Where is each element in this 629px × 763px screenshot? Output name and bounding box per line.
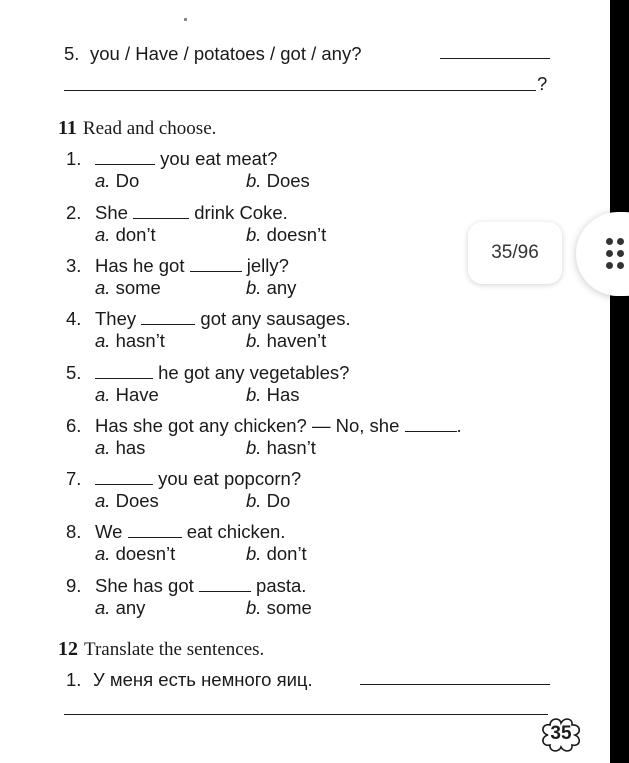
ex12-item1-answer-line-1 [360,684,550,685]
option-b [246,490,290,512]
ex11-item-question [95,308,351,330]
question-end: . [456,415,462,436]
option-b-text: hasn’t [266,437,316,458]
answer-blank [128,523,182,538]
ex11-item-number: 2. [66,202,82,223]
option-b-text: doesn’t [266,224,327,245]
ex11-item-number: 6. [66,415,82,436]
option-a [95,437,145,459]
option-b [246,224,326,246]
question-end: got any sausages. [200,308,351,329]
option-a [95,543,175,565]
option-b [246,437,316,459]
page-number: 35 [550,723,572,744]
option-a-letter: a. [95,597,111,618]
option-a-letter: a. [95,490,111,511]
question-start: They [95,308,137,329]
answer-blank [199,577,251,592]
answer-blank [95,150,155,165]
ex11-item-number: 3. [66,255,82,276]
ex12-item1-answer-line-2 [64,714,548,715]
option-a-text: some [115,277,161,298]
option-b-letter: b. [246,224,262,245]
ex12-number: 12 [58,638,78,660]
answer-blank [405,417,457,432]
ex12-item1-text: У меня есть немного яиц. [93,669,313,690]
ex11-title: Read and choose. [82,118,217,139]
answer-blank [141,310,195,325]
question-end: jelly? [246,255,289,276]
option-a-letter: a. [95,170,111,191]
ex11-item-number: 4. [66,308,82,329]
option-a [95,224,156,246]
ex10-item5-answer-line-2 [64,90,536,91]
question-end: pasta. [256,575,307,596]
option-b [246,330,326,352]
option-b-text: any [266,277,297,298]
ex10-item5-end-mark: ? [537,73,548,94]
ex12-title: Translate the sentences. [84,639,265,660]
ex11-item-question [95,202,288,224]
ex11-item-question [95,148,277,170]
option-a-letter: a. [95,437,111,458]
option-b [246,384,299,406]
option-b [246,170,310,192]
option-b-letter: b. [246,170,262,191]
question-start: We [95,521,123,542]
ex11-number: 11 [58,117,77,139]
question-end: you eat meat? [160,148,278,169]
ex10-item5-answer-line-1 [440,58,550,59]
option-a-letter: a. [95,330,111,351]
option-a [95,170,139,192]
option-b-letter: b. [246,384,262,405]
option-b [246,277,296,299]
page-counter-badge [468,222,562,284]
ex11-heading [58,117,216,140]
page-number-badge [538,716,584,754]
option-a-text: don’t [115,224,156,245]
answer-blank [95,470,153,485]
ex10-item5-text: you / Have / potatoes / got / any? [90,43,362,64]
question-end: drink Coke. [194,202,288,223]
question-start: Has he got [95,255,185,276]
ex11-item-question [95,521,285,543]
ex11-item-question [95,255,289,277]
question-end: he got any vegetables? [158,362,350,383]
ex11-item-number: 5. [66,362,82,383]
option-a-letter: a. [95,543,111,564]
answer-blank [190,257,242,272]
question-end: you eat popcorn? [158,468,302,489]
option-a [95,490,159,512]
option-b-letter: b. [246,597,262,618]
option-b-text: Has [266,384,300,405]
option-b-text: Does [266,170,310,191]
ex12-heading [58,638,264,661]
ex11-item-number: 8. [66,521,82,542]
option-a [95,330,165,352]
option-b-letter: b. [246,490,262,511]
option-a-text: doesn’t [115,543,176,564]
question-end: eat chicken. [186,521,286,542]
option-a-text: Have [115,384,159,405]
ex10-item5-number: 5. [64,43,80,64]
option-b-letter: b. [246,543,262,564]
option-b [246,543,307,565]
question-start: She [95,202,128,223]
ex11-item-number: 1. [66,148,82,169]
answer-blank [95,364,153,379]
option-b-text: Do [266,490,291,511]
ex11-item-question [95,415,462,437]
option-b-letter: b. [246,437,262,458]
question-start: She has got [95,575,194,596]
page-counter: 35/96 [491,242,539,263]
scan-speck [184,18,187,21]
option-b-letter: b. [246,277,262,298]
option-b-text: some [266,597,312,618]
option-a-letter: a. [95,384,111,405]
option-b-text: don’t [266,543,307,564]
option-a [95,277,161,299]
option-a [95,384,159,406]
option-b-letter: b. [246,330,262,351]
ex12-item1-number: 1. [66,669,82,690]
ex11-item-question [95,362,349,384]
viewer-edge [610,0,629,763]
ex11-item-question [95,575,306,597]
option-a [95,597,145,619]
answer-blank [133,204,189,219]
option-a-text: any [115,597,146,618]
ex11-item-number: 9. [66,575,82,596]
option-a-text: Do [115,170,140,191]
option-a-text: Does [115,490,159,511]
option-a-letter: a. [95,277,111,298]
option-a-letter: a. [95,224,111,245]
option-a-text: hasn’t [115,330,165,351]
ex11-item-question [95,468,301,490]
option-b-text: haven’t [266,330,327,351]
question-start: Has she got any chicken? — No, she [95,415,400,436]
option-a-text: has [115,437,146,458]
option-b [246,597,312,619]
ex11-item-number: 7. [66,468,82,489]
